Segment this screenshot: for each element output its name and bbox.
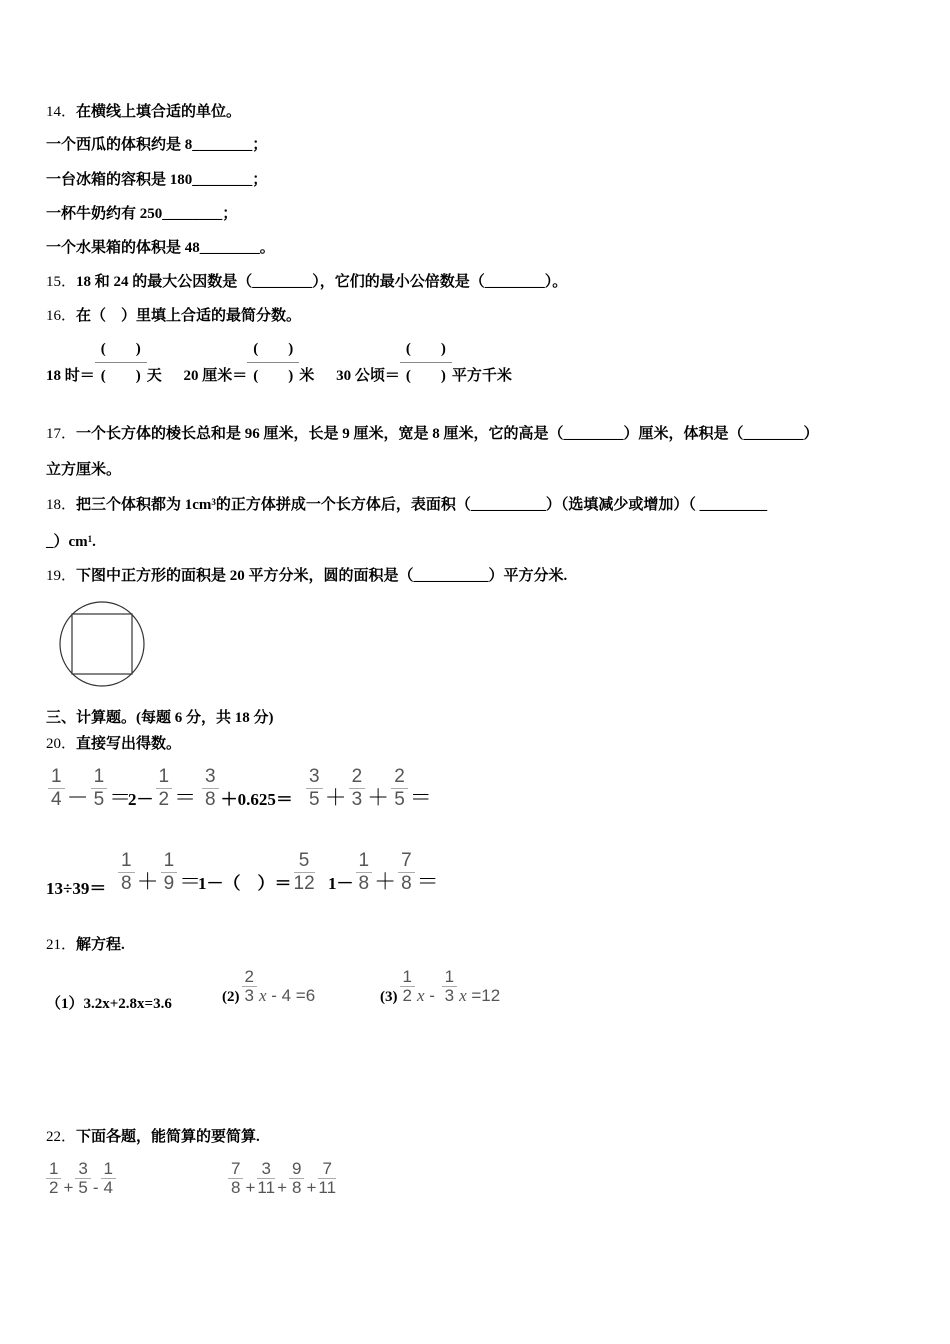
q20 xyxy=(46,734,181,754)
q16-item-1-unit: 天 xyxy=(146,368,162,384)
fraction xyxy=(400,968,415,1005)
variable: x xyxy=(416,986,425,1005)
q14-line-2: 一台冰箱的容积是 180________； xyxy=(46,172,268,188)
q14-line-1: 一个西瓜的体积约是 8________； xyxy=(46,137,268,153)
equation-body xyxy=(398,967,501,1005)
q16-fractions xyxy=(46,336,512,389)
denominator: ( ) xyxy=(253,368,294,384)
square xyxy=(72,614,132,674)
equation-1: （1）3.2x+2.8x=3.6 xyxy=(46,996,172,1012)
math-text: =12 xyxy=(466,986,501,1005)
superscript: 3 xyxy=(211,497,216,507)
q16-item-3-unit: 平方千米 xyxy=(451,368,512,384)
question-number: 16． xyxy=(46,308,77,324)
question-number: 21． xyxy=(46,937,77,953)
blank-fraction[interactable] xyxy=(400,336,452,389)
question-text: 一个长方体的棱长总和是 96 厘米，长是 9 厘米，宽是 8 厘米，它的高是（________）厘米，体积是（________） xyxy=(76,426,819,442)
denominator: 4 xyxy=(51,789,62,810)
q16-item-2-left: 20 厘米＝ xyxy=(183,368,248,384)
denominator: 8 xyxy=(358,873,370,894)
denominator: 8 xyxy=(401,873,412,894)
question-number: 17． xyxy=(46,426,77,442)
expr xyxy=(116,850,201,896)
circle-square-figure xyxy=(55,598,151,690)
fraction xyxy=(202,766,219,811)
blank-fraction[interactable] xyxy=(247,336,299,389)
fraction xyxy=(356,850,373,895)
blank-fraction[interactable] xyxy=(95,336,147,389)
q14-title xyxy=(46,102,241,122)
numerator: 3 xyxy=(257,1160,275,1179)
q17-line-1 xyxy=(46,424,819,444)
numerator: ( ) xyxy=(400,336,452,363)
fraction xyxy=(101,1160,116,1197)
denominator: 4 xyxy=(103,1178,114,1197)
denominator: 11 xyxy=(257,1178,276,1197)
operator: ＝ xyxy=(109,785,132,810)
numerator: 1 xyxy=(118,850,135,873)
numerator: 7 xyxy=(318,1160,336,1179)
question-number: 14． xyxy=(46,104,77,120)
expr xyxy=(198,850,317,895)
math-text: + xyxy=(306,1178,317,1197)
denominator: 5 xyxy=(93,789,105,810)
q18-line-2 xyxy=(46,532,96,552)
question-text: 在（ ）里填上合适的最简分数。 xyxy=(76,308,302,324)
numerator: 1 xyxy=(356,850,373,873)
q19 xyxy=(46,566,567,586)
denominator: 11 xyxy=(318,1178,337,1197)
question-text: 直接写出得数。 xyxy=(76,736,182,752)
fraction xyxy=(349,766,366,811)
q16-item-3-left: 30 公顷＝ xyxy=(336,368,400,384)
math-text: + xyxy=(277,1178,287,1197)
q14-line-4: 一个水果箱的体积是 48________。 xyxy=(46,240,275,256)
operator: 13÷39＝ xyxy=(46,879,107,898)
denominator: 5 xyxy=(78,1178,88,1197)
denominator: 2 xyxy=(49,1178,59,1197)
fraction xyxy=(242,968,257,1005)
numerator: ( ) xyxy=(247,336,299,363)
operator: ＝ xyxy=(416,869,439,894)
question-number: 22． xyxy=(46,1129,77,1145)
q16 xyxy=(46,306,301,326)
numerator: 1 xyxy=(48,766,65,789)
numerator: 7 xyxy=(398,850,415,873)
equation-body xyxy=(240,967,316,1005)
equation-label: (2) xyxy=(222,989,240,1005)
expr xyxy=(46,850,106,900)
denominator: 3 xyxy=(444,986,455,1005)
math-text: - 4 =6 xyxy=(266,986,316,1005)
expression-2 xyxy=(226,1160,338,1198)
denominator: 9 xyxy=(163,873,175,894)
numerator: 1 xyxy=(101,1160,116,1179)
numerator: 2 xyxy=(242,968,257,987)
denominator: ( ) xyxy=(100,368,141,384)
expression-1 xyxy=(44,1160,118,1198)
denominator: 8 xyxy=(292,1178,302,1197)
equation-3 xyxy=(380,968,500,1006)
math-text: + xyxy=(245,1178,256,1197)
operator: ＋0.625＝ xyxy=(220,790,293,809)
numerator: 3 xyxy=(75,1160,90,1179)
operator: 2－ xyxy=(128,790,154,809)
operator: ＝ xyxy=(409,785,432,810)
fraction xyxy=(75,1160,90,1197)
expr xyxy=(200,766,293,811)
numerator: 1 xyxy=(156,766,173,789)
denominator: 5 xyxy=(394,789,405,810)
question-text: 下面各题，能简算的要简算. xyxy=(76,1129,260,1145)
expr xyxy=(128,766,196,812)
expr xyxy=(304,766,432,812)
fraction xyxy=(391,766,408,811)
question-text: 在横线上填合适的单位。 xyxy=(76,104,242,120)
numerator: ( ) xyxy=(95,336,147,363)
operator: ＋ xyxy=(374,869,397,894)
denominator: 3 xyxy=(351,789,363,810)
q15 xyxy=(46,272,567,292)
fraction xyxy=(257,1160,275,1197)
numerator: 1 xyxy=(400,968,415,987)
question-number: 20． xyxy=(46,736,77,752)
fraction xyxy=(289,1160,304,1197)
question-number: 18． xyxy=(46,497,77,513)
numerator: 1 xyxy=(161,850,178,873)
denominator: 8 xyxy=(231,1178,241,1197)
numerator: 5 xyxy=(294,850,315,873)
fraction xyxy=(118,850,135,895)
q14-line-3: 一杯牛奶约有 250________； xyxy=(46,206,238,222)
denominator: 5 xyxy=(309,789,320,810)
numerator: 9 xyxy=(289,1160,304,1179)
question-text: 18 和 24 的最大公因数是（________），它们的最小公倍数是（________）。 xyxy=(76,274,568,290)
operator: ＋ xyxy=(324,785,347,810)
expr xyxy=(328,850,439,896)
numerator: 2 xyxy=(349,766,366,789)
numerator: 3 xyxy=(306,766,323,789)
numerator: 1 xyxy=(91,766,108,789)
numerator: 2 xyxy=(391,766,408,789)
operator: 1－（ ）＝ xyxy=(198,874,292,893)
equation-2 xyxy=(222,968,315,1006)
section-3-title: 三、计算题。(每题 6 分，共 18 分) xyxy=(46,710,274,726)
fraction xyxy=(228,1160,243,1197)
operator: ＋ xyxy=(136,869,159,894)
numerator: 1 xyxy=(46,1160,61,1179)
expr xyxy=(46,766,131,812)
fraction xyxy=(161,850,178,895)
operator: 1－ xyxy=(328,874,354,893)
denominator: 12 xyxy=(293,873,315,894)
question-text: . xyxy=(92,534,96,550)
operator: ＝ xyxy=(174,785,197,810)
question-text: 的正方体拼成一个长方体后，表面积（__________）（选填减少或增加）（ _________ xyxy=(215,497,768,513)
math-text: - xyxy=(92,1178,99,1197)
denominator: ( ) xyxy=(405,368,446,384)
fraction xyxy=(318,1160,336,1197)
fraction xyxy=(156,766,173,811)
numerator: 1 xyxy=(442,968,457,987)
question-text: _）cm xyxy=(46,534,88,550)
denominator: 8 xyxy=(205,789,216,810)
math-text: - xyxy=(424,986,440,1005)
math-text: + xyxy=(63,1178,74,1197)
q16-item-2-unit: 米 xyxy=(299,368,315,384)
question-number: 19． xyxy=(46,568,77,584)
q22 xyxy=(46,1127,260,1147)
fraction xyxy=(306,766,323,811)
operator: － xyxy=(66,785,89,810)
question-text: 把三个体积都为 1cm xyxy=(76,497,212,513)
numerator: 3 xyxy=(202,766,219,789)
fraction xyxy=(91,766,108,811)
denominator: 3 xyxy=(244,986,254,1005)
q16-item-1-left: 18 时＝ xyxy=(46,368,95,384)
numerator: 7 xyxy=(228,1160,243,1179)
q17-line-2: 立方厘米。 xyxy=(46,462,122,478)
question-text: 下图中正方形的面积是 20 平方分米，圆的面积是（__________）平方分米. xyxy=(76,568,568,584)
fraction xyxy=(294,850,315,895)
variable: x xyxy=(459,986,467,1005)
denominator: 2 xyxy=(402,986,412,1005)
denominator: 2 xyxy=(158,789,170,810)
fraction xyxy=(442,968,457,1005)
q18-line-1 xyxy=(46,495,767,515)
operator: ＋ xyxy=(367,785,390,810)
fraction xyxy=(398,850,415,895)
fraction xyxy=(48,766,65,811)
operator: ＝ xyxy=(179,869,202,894)
equation-label: (3) xyxy=(380,989,398,1005)
variable: x xyxy=(258,986,267,1005)
question-text: 解方程. xyxy=(76,937,125,953)
superscript: 1 xyxy=(87,534,93,544)
denominator: 8 xyxy=(121,873,132,894)
question-number: 15． xyxy=(46,274,77,290)
fraction xyxy=(46,1160,61,1197)
q21 xyxy=(46,935,125,955)
